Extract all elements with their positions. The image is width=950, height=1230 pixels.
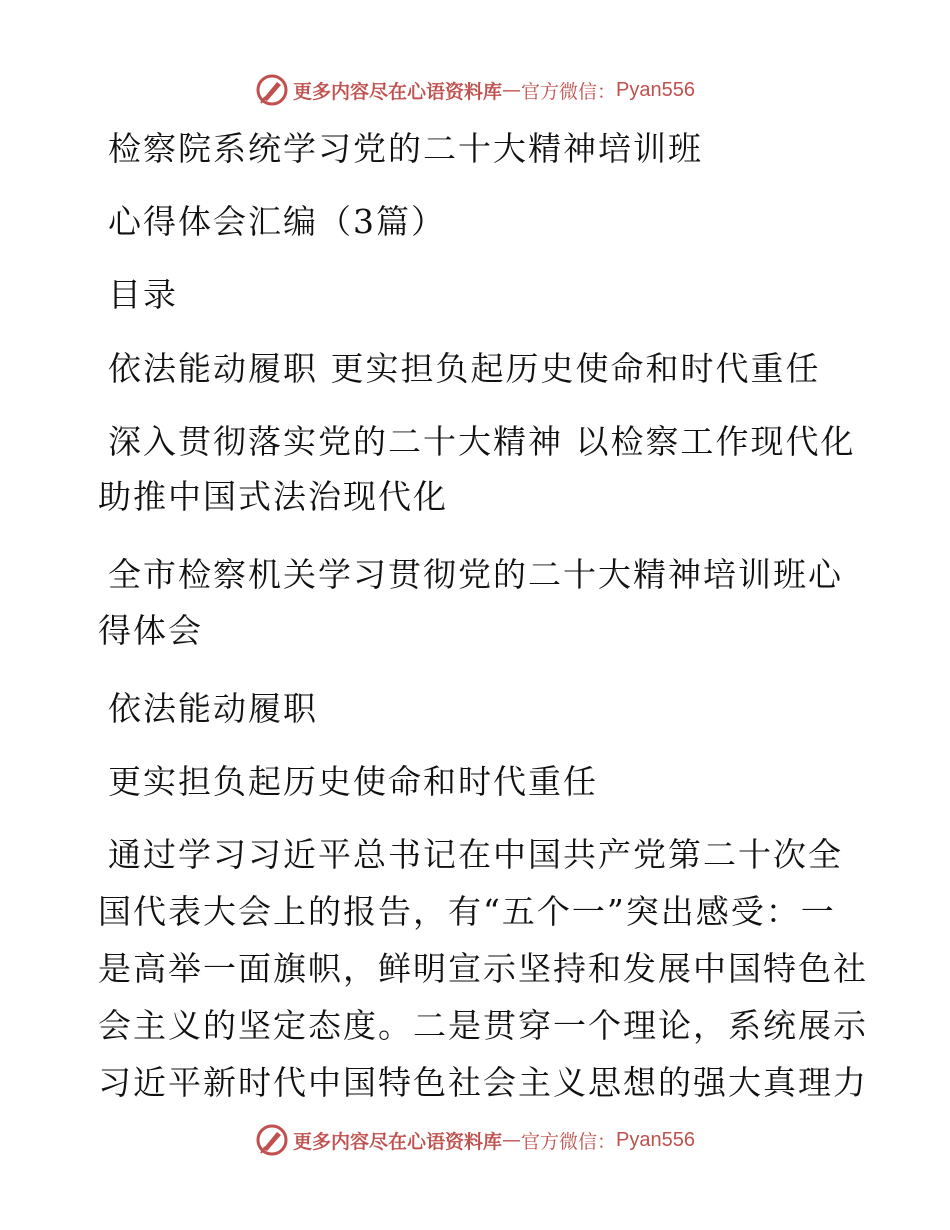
header-contact: Pyan556 [616,78,695,101]
toc-item-1[interactable]: 依法能动履职 更实担负起历史使命和时代重任 [108,349,821,388]
article-title-line-2: 更实担负起历史使命和时代重任 [108,762,598,801]
toc-item-3-line-1[interactable]: 全市检察机关学习贯彻党的二十大精神培训班心 [108,555,843,594]
body-paragraph-line: 会主义的坚定态度。二是贯穿一个理论，系统展示 [98,1006,868,1045]
body-paragraph-line: 习近平新时代中国特色社会主义思想的强大真理力 [98,1063,868,1102]
toc-item-2-line-1[interactable]: 深入贯彻落实党的二十大精神 以检察工作现代化 [108,422,856,461]
footer-label: 官方微信： [521,1130,617,1153]
body-paragraph-line: 国代表大会上的报告，有“五个一”突出感受：一 [98,892,836,931]
footer-brand: 更多内容尽在心语资料库 [293,1130,503,1153]
toc-item-3-line-2[interactable]: 得体会 [98,611,203,650]
header-label: 官方微信： [521,80,617,103]
footer-watermark [0,1120,950,1160]
footer-separator: — [502,1129,522,1151]
toc-heading: 目录 [108,275,178,314]
quill-pen-logo-icon [255,73,289,107]
footer-contact: Pyan556 [616,1128,695,1151]
toc-item-2-line-2[interactable]: 助推中国式法治现代化 [98,477,448,516]
body-paragraph-line: 通过学习习近平总书记在中国共产党第二十次全 [108,835,843,874]
document-title-line-2: 心得体会汇编（3篇） [108,202,446,241]
header-brand: 更多内容尽在心语资料库 [293,80,503,103]
header-separator: — [502,79,522,101]
document-title-line-1: 检察院系统学习党的二十大精神培训班 [108,129,703,168]
article-title-line-1: 依法能动履职 [108,689,318,728]
header-watermark [0,70,950,110]
quill-pen-logo-icon [255,1123,289,1157]
body-paragraph-line: 是高举一面旗帜，鲜明宣示坚持和发展中国特色社 [98,949,868,988]
